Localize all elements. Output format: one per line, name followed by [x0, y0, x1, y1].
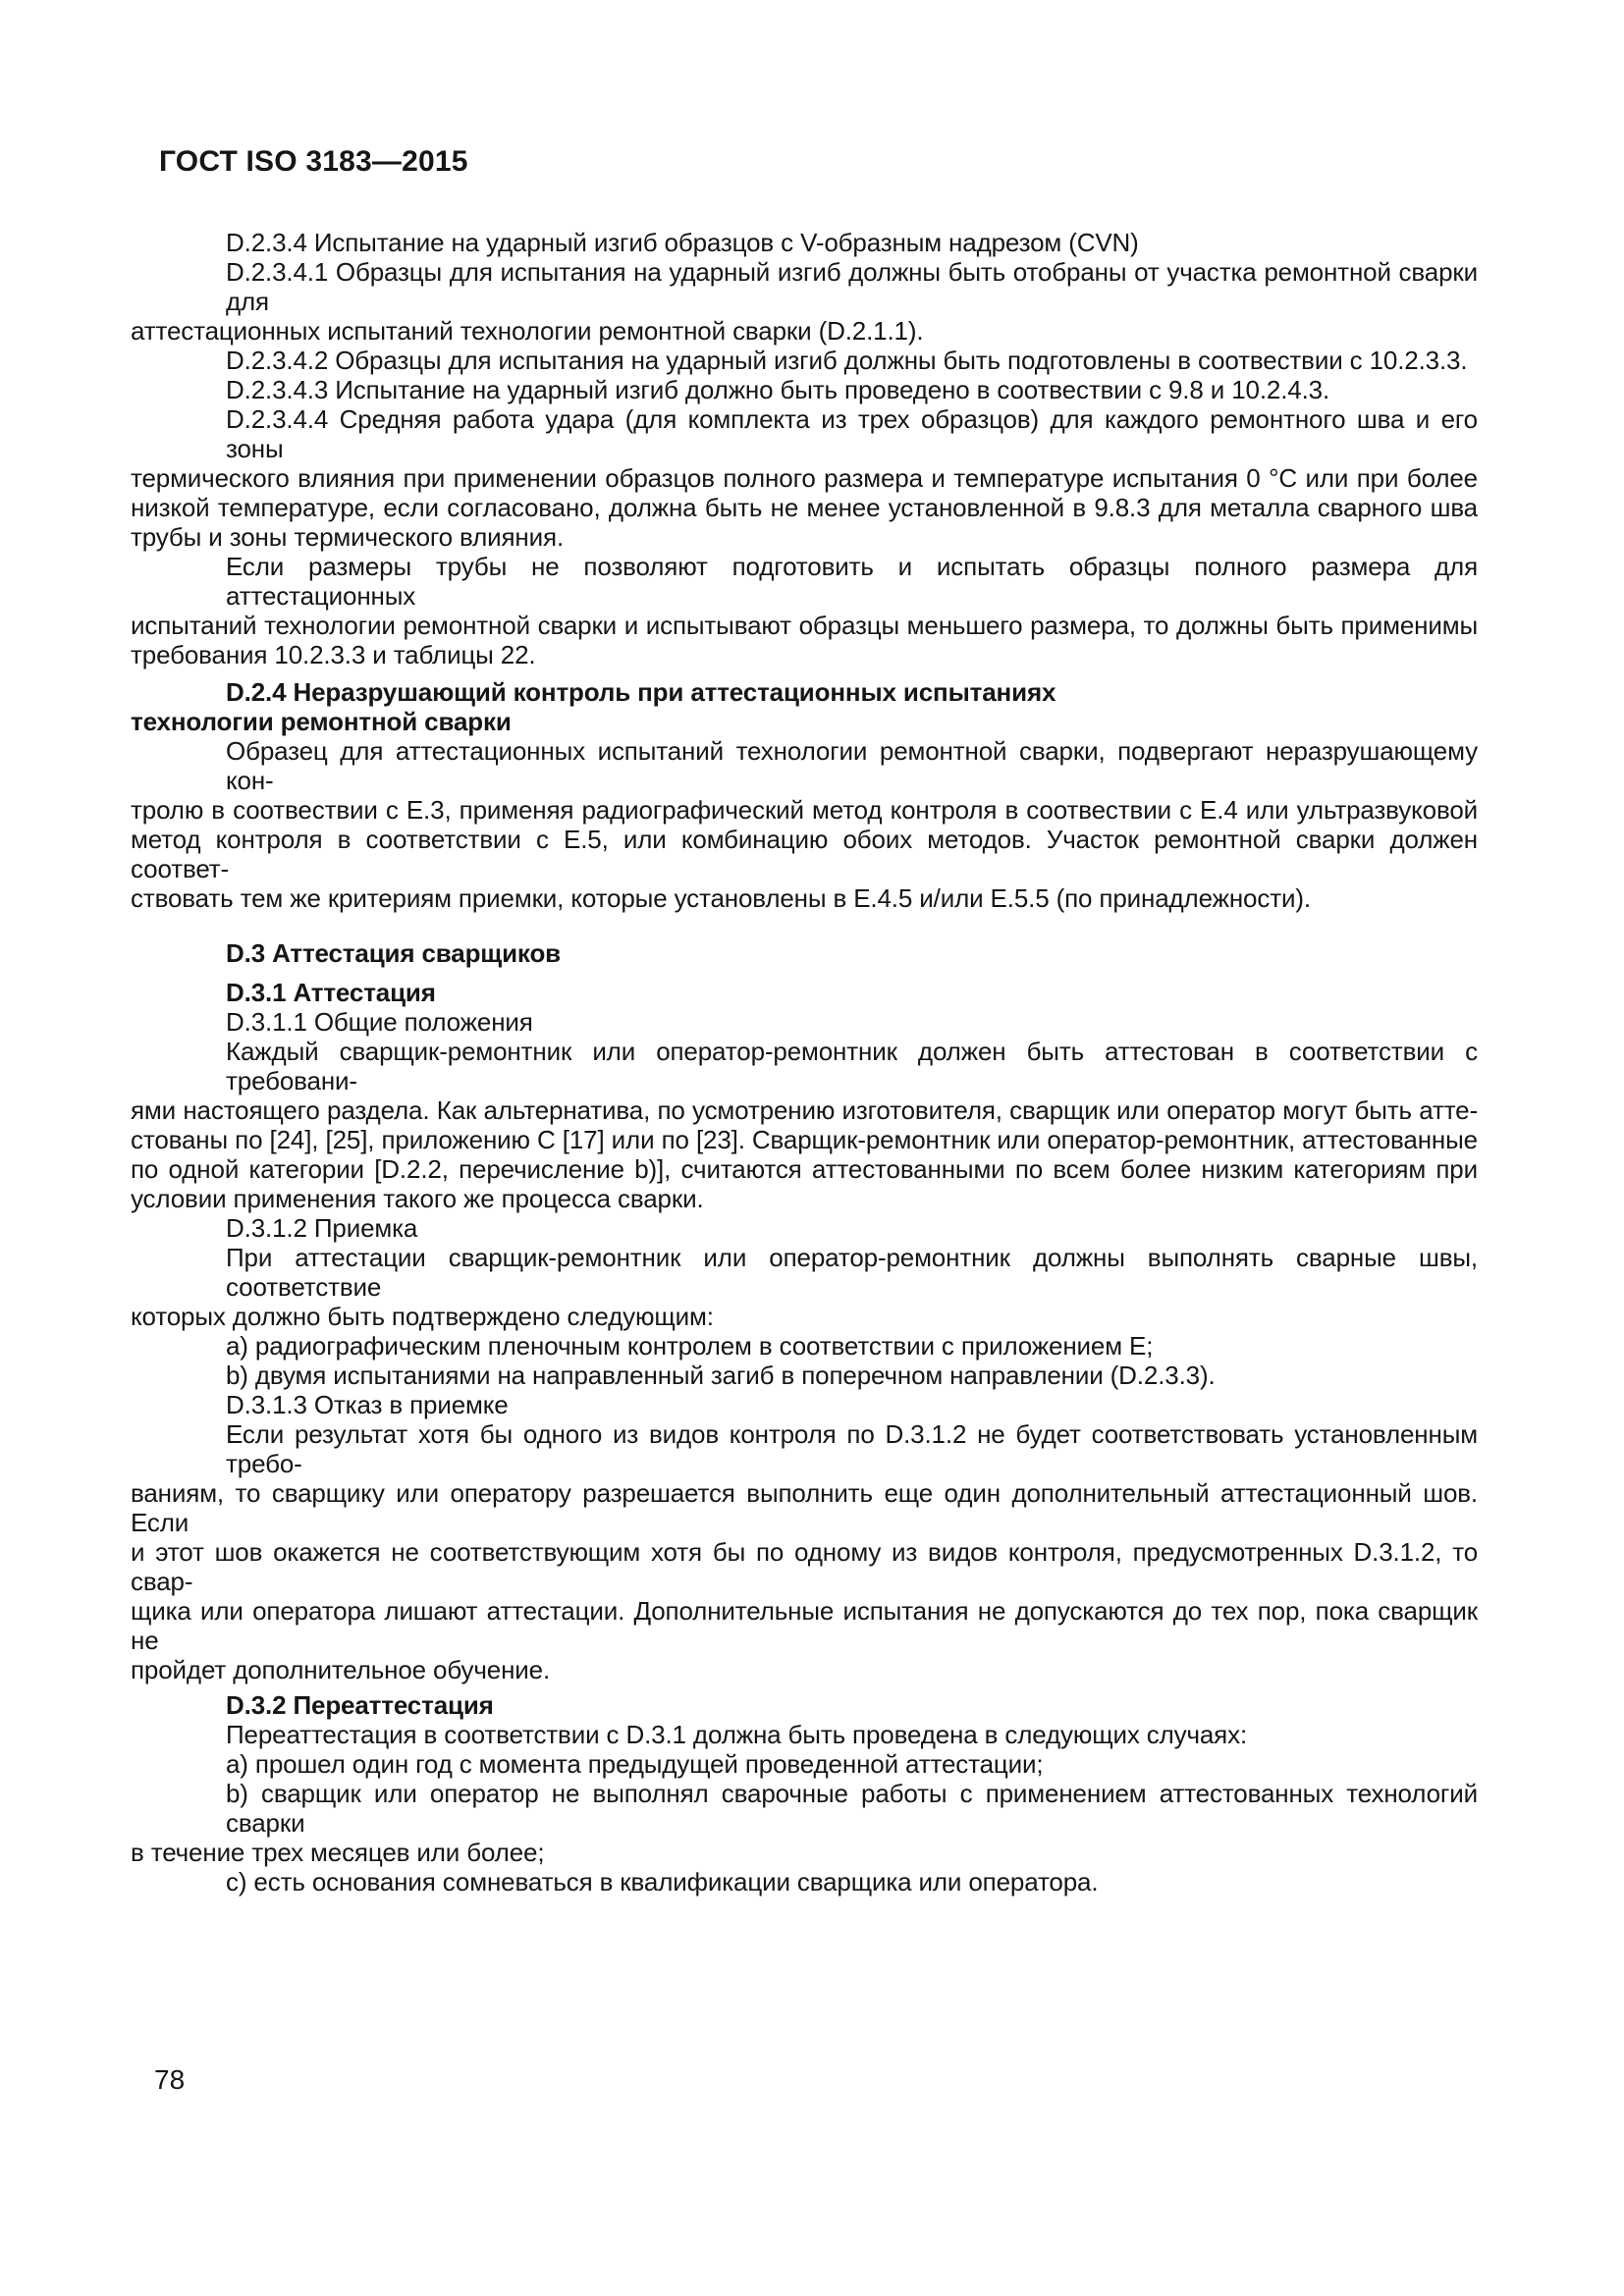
document-body: [131, 228, 1478, 1896]
text-line: D.3.2 Переаттестация: [226, 1690, 494, 1720]
list-item-b-no-welding: [131, 1779, 1478, 1867]
paragraph-rejection-rules: [131, 1419, 1478, 1684]
paragraph-acceptance-intro: [131, 1243, 1478, 1331]
clause-d-2-3-4-3: [131, 375, 1478, 404]
text-line: низкой температуре, если согласовано, должна быть не менее установленной в 9.8.3 для металла сварного шва: [131, 493, 1478, 522]
text-line: a) радиографическим пленочным контролем в соответствии с приложением Е;: [226, 1331, 1154, 1361]
text-line: D.2.3.4.3 Испытание на ударный изгиб должно быть проведено в соотвествии с 9.8 и 10.2.4.3.: [226, 375, 1330, 404]
text-line: D.3 Аттестация сварщиков: [226, 938, 562, 968]
text-line: Каждый сварщик-ремонтник или оператор-ремонтник должен быть аттестован в соответствии с требовани-: [226, 1037, 1478, 1095]
paragraph-ndt-requirements: [131, 736, 1478, 913]
text-line: стованы по [24], [25], приложению С [17] или по [23]. Сварщик-ремонтник или оператор-ремонтник, аттестованные: [131, 1125, 1478, 1154]
text-line: условии применения такого же процесса сварки.: [131, 1184, 704, 1213]
text-line: термического влияния при применении образцов полного размера и температуре испытания 0 °С или при более: [131, 463, 1478, 493]
text-line: пройдет дополнительное обучение.: [131, 1655, 551, 1684]
text-line: D.3.1.1 Общие положения: [226, 1007, 533, 1037]
clause-d-3-2-heading: [131, 1690, 1478, 1720]
text-line: Если результат хотя бы одного из видов контроля по D.3.1.2 не будет соответствовать установленным требо-: [226, 1419, 1478, 1478]
list-item-b-bend-tests: [131, 1361, 1478, 1390]
paragraph-welder-qualification: [131, 1037, 1478, 1213]
clause-d-3-1-heading: [131, 978, 1478, 1007]
clause-d-2-4-heading: [131, 677, 1478, 736]
list-item-a-one-year: [131, 1749, 1478, 1779]
text-line: Образец для аттестационных испытаний технологии ремонтной сварки, подвергают неразрушающему кон-: [226, 736, 1478, 795]
text-line: D.2.4 Неразрушающий контроль при аттестационных испытаниях: [226, 677, 1056, 707]
text-line: аттестационных испытаний технологии ремонтной сварки (D.2.1.1).: [131, 316, 924, 346]
text-line: При аттестации сварщик-ремонтник или оператор-ремонтник должны выполнять сварные швы, соответствие: [226, 1243, 1478, 1302]
text-line: технологии ремонтной сварки: [131, 707, 512, 736]
text-line: и этот шов окажется не соответствующим хотя бы по одному из видов контроля, предусмотренных D.3.1.2, то свар-: [131, 1537, 1478, 1596]
text-line: щика или оператора лишают аттестации. Дополнительные испытания не допускаются до тех пор, пока сварщик не: [131, 1596, 1478, 1655]
text-line: D.2.3.4 Испытание на ударный изгиб образцов с V-образным надрезом (CVN): [226, 228, 1139, 257]
text-line: D.2.3.4.4 Средняя работа удара (для комплекта из трех образцов) для каждого ремонтного шва и его зоны: [226, 404, 1478, 463]
clause-d-3-1-1-title: [131, 1007, 1478, 1037]
text-line: испытаний технологии ремонтной сварки и испытывают образцы меньшего размера, то должны быть применимы: [131, 611, 1478, 640]
text-line: b) сварщик или оператор не выполнял сварочные работы с применением аттестованных технологий сварки: [226, 1779, 1478, 1838]
page-number: 78: [154, 2064, 186, 2095]
clause-d-2-3-4-2: [131, 346, 1478, 375]
clause-d-3-1-2-title: [131, 1213, 1478, 1243]
clause-d-2-3-4-title: [131, 228, 1478, 257]
text-line: D.3.1.3 Отказ в приемке: [226, 1390, 509, 1419]
text-line: ваниям, то сварщику или оператору разрешается выполнить еще один дополнительный аттестационный шов. Если: [131, 1478, 1478, 1537]
document-header: ГОСТ ISO 3183—2015: [159, 145, 468, 178]
text-line: D.2.3.4.2 Образцы для испытания на ударный изгиб должны быть подготовлены в соотвествии с 10.2.3.3.: [226, 346, 1468, 375]
text-line: b) двумя испытаниями на направленный загиб в поперечном направлении (D.2.3.3).: [226, 1361, 1216, 1390]
text-line: которых должно быть подтверждено следующим:: [131, 1302, 714, 1331]
list-item-a-radiographic: [131, 1331, 1478, 1361]
text-line: a) прошел один год с момента предыдущей проведенной аттестации;: [226, 1749, 1044, 1779]
text-line: в течение трех месяцев или более;: [131, 1838, 545, 1867]
section-d-3-heading: [131, 938, 1478, 968]
list-item-c-doubt: [131, 1867, 1478, 1896]
text-line: D.3.1.2 Приемка: [226, 1213, 418, 1243]
text-line: D.2.3.4.1 Образцы для испытания на ударный изгиб должны быть отобраны от участка ремонтной сварки для: [226, 257, 1478, 316]
text-line: трубы и зоны термического влияния.: [131, 522, 565, 552]
clause-d-2-3-4-4: [131, 404, 1478, 552]
paragraph-requalification-intro: [131, 1720, 1478, 1749]
text-line: Переаттестация в соответствии с D.3.1 должна быть проведена в следующих случаях:: [226, 1720, 1248, 1749]
text-line: D.3.1 Аттестация: [226, 978, 436, 1007]
paragraph-pipe-size-exception: [131, 552, 1478, 669]
text-line: c) есть основания сомневаться в квалификации сварщика или оператора.: [226, 1867, 1099, 1896]
text-line: по одной категории [D.2.2, перечисление b)], считаются аттестованными по всем более низким категориям при: [131, 1154, 1478, 1184]
text-line: метод контроля в соответствии с Е.5, или комбинацию обоих методов. Участок ремонтной сварки должен соответ-: [131, 825, 1478, 883]
text-line: ями настоящего раздела. Как альтернатива, по усмотрению изготовителя, сварщик или оператор могут быть атте-: [131, 1095, 1478, 1125]
clause-d-3-1-3-title: [131, 1390, 1478, 1419]
text-line: Если размеры трубы не позволяют подготовить и испытать образцы полного размера для аттестационных: [226, 552, 1478, 611]
text-line: тролю в соотвествии с Е.3, применяя радиографический метод контроля в соотвествии с Е.4 или ультразвуковой: [131, 795, 1478, 825]
text-line: ствовать тем же критериям приемки, которые установлены в Е.4.5 и/или Е.5.5 (по принадлежности).: [131, 883, 1311, 913]
clause-d-2-3-4-1: [131, 257, 1478, 346]
text-line: требования 10.2.3.3 и таблицы 22.: [131, 640, 536, 669]
